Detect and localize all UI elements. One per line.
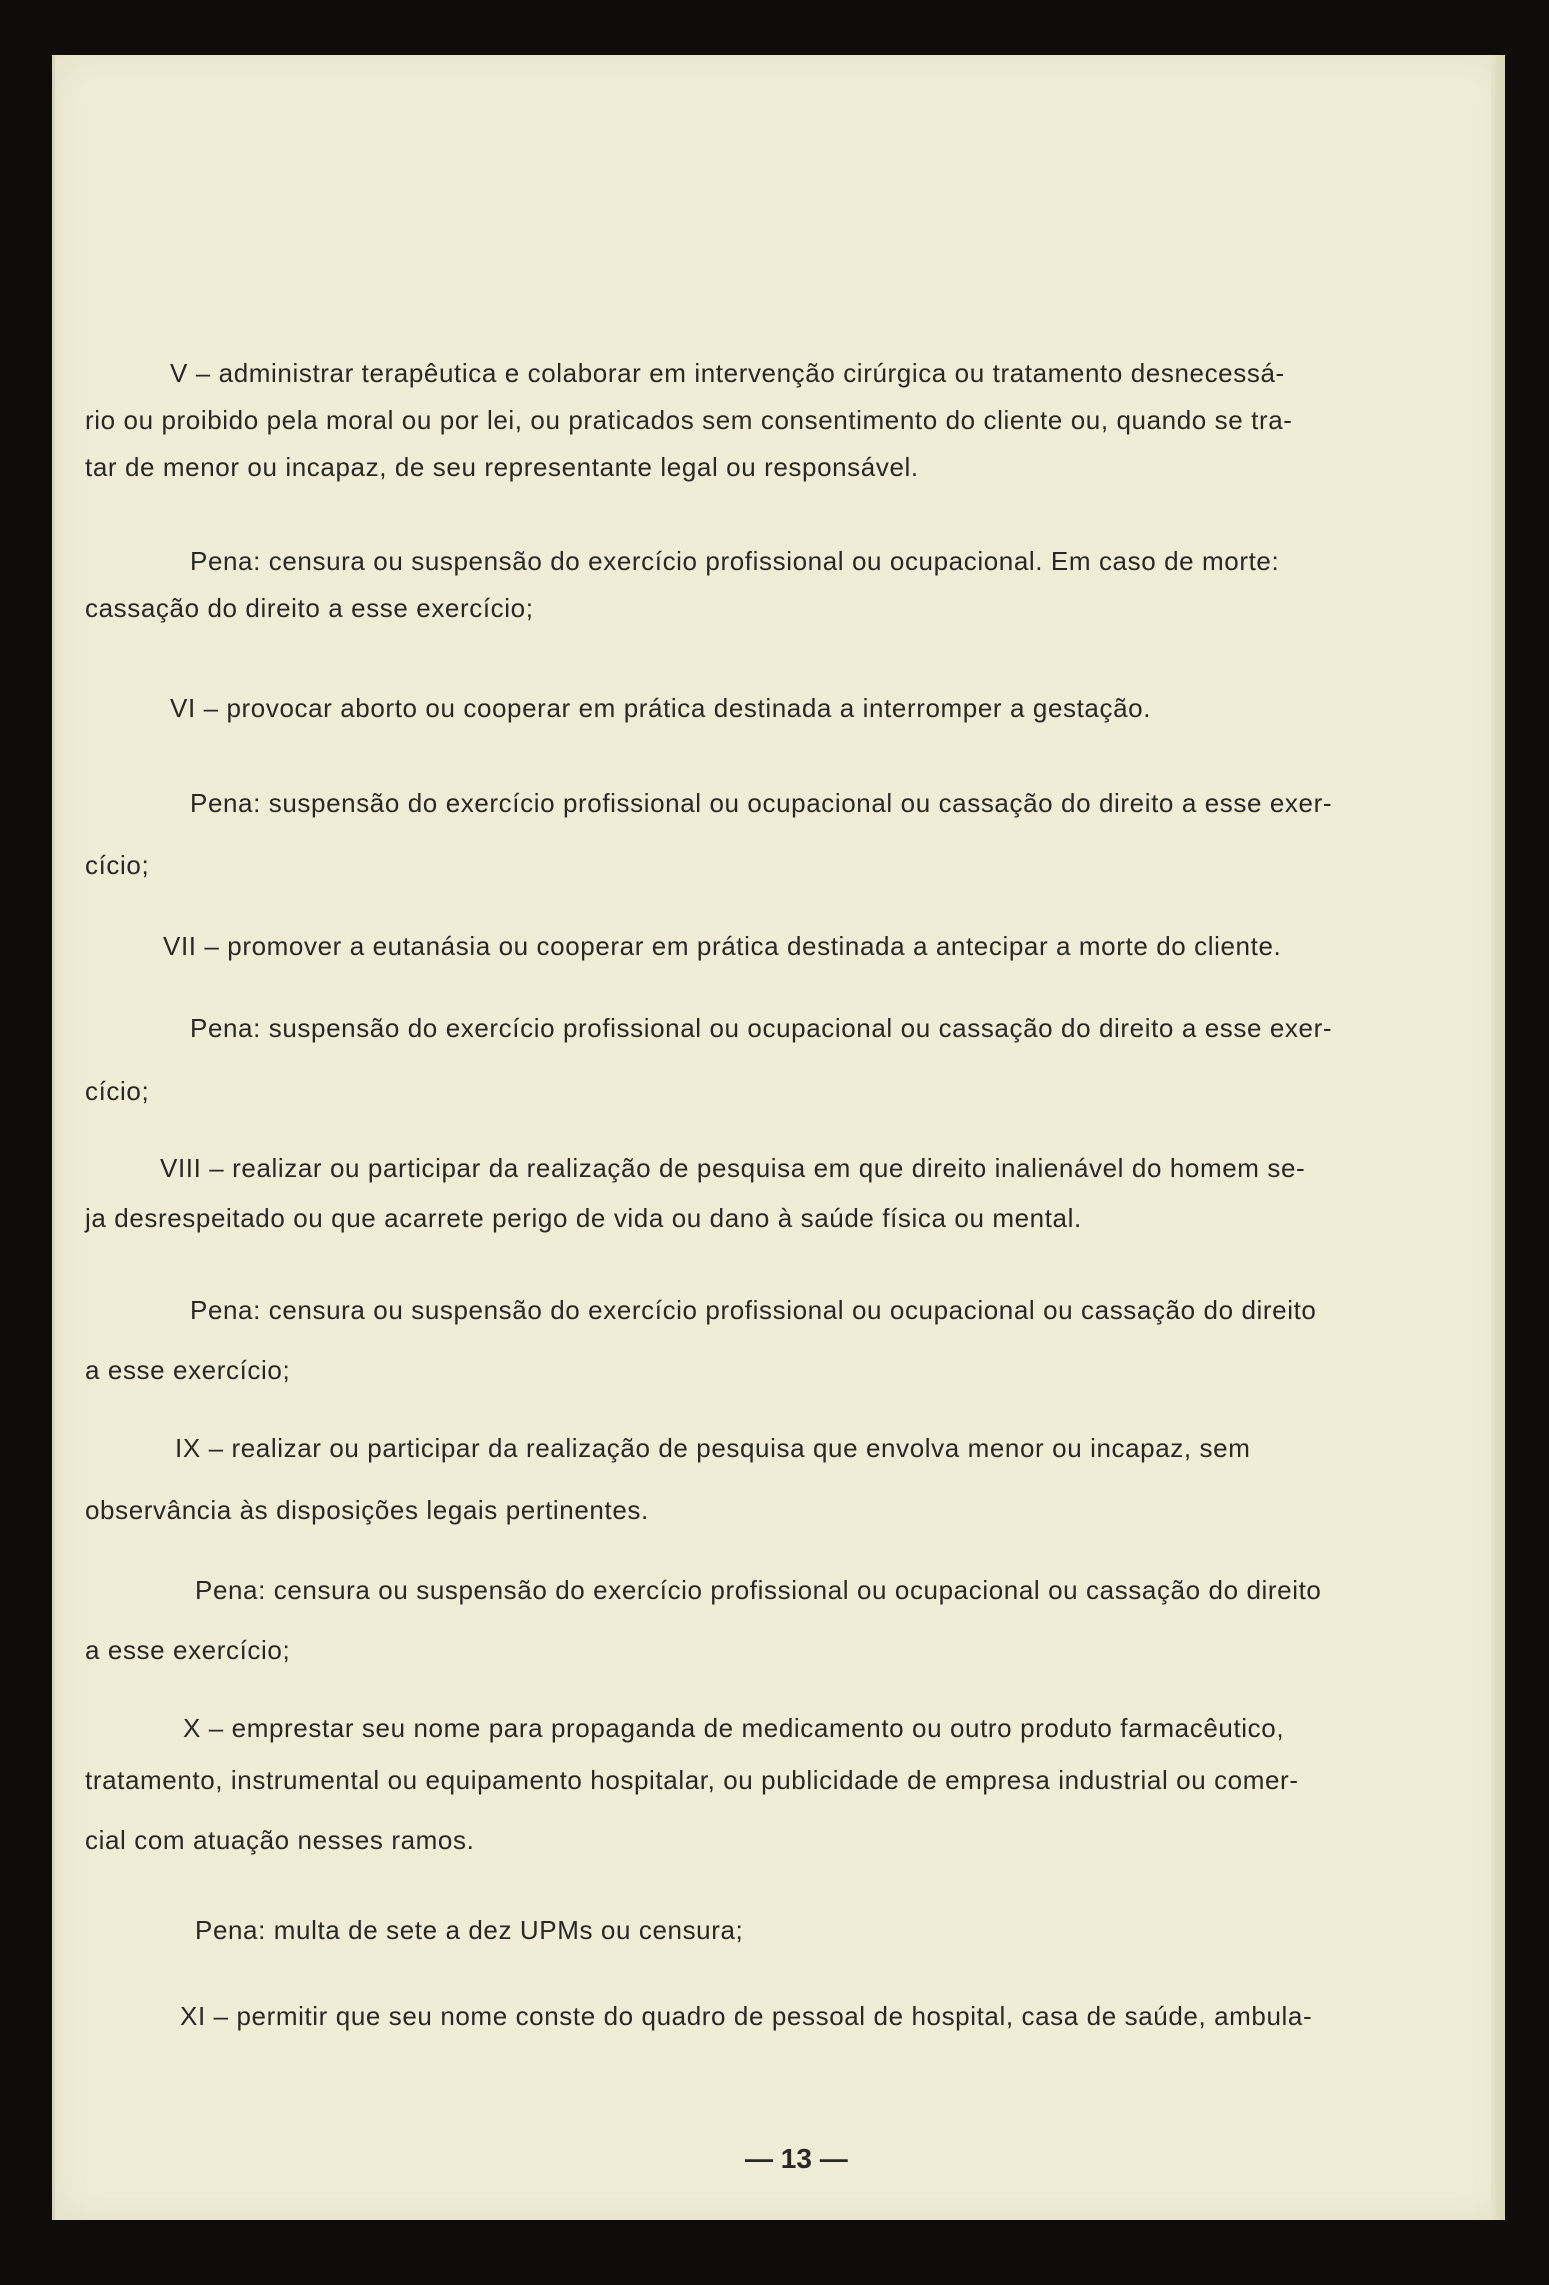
text-line: a esse exercício; [85,1635,291,1665]
text-line: tar de menor ou incapaz, de seu representante legal ou responsável. [85,452,919,482]
page-edge [1491,55,1505,2220]
text-line: Pena: censura ou suspensão do exercício profissional ou ocupacional. Em caso de morte: [190,546,1280,576]
text-line: X – emprestar seu nome para propaganda de medicamento ou outro produto farmacêutico, [183,1713,1285,1743]
text-line: VIII – realizar ou participar da realização de pesquisa em que direito inalienável do homem se- [160,1153,1306,1183]
text-line: Pena: multa de sete a dez UPMs ou censura; [195,1915,744,1945]
text-line: cassação do direito a esse exercício; [85,593,534,623]
text-line: VII – promover a eutanásia ou cooperar em prática destinada a antecipar a morte do cliente. [163,931,1282,961]
text-line: a esse exercício; [85,1355,291,1385]
text-line: observância às disposições legais pertinentes. [85,1495,649,1525]
text-line: IX – realizar ou participar da realização de pesquisa que envolva menor ou incapaz, sem [175,1433,1251,1463]
text-line: cício; [85,850,150,880]
text-line: cício; [85,1076,150,1106]
text-line: rio ou proibido pela moral ou por lei, ou praticados sem consentimento do cliente ou, quando se tra- [85,405,1293,435]
text-line: Pena: censura ou suspensão do exercício profissional ou ocupacional ou cassação do direito [195,1575,1322,1605]
text-line: cial com atuação nesses ramos. [85,1825,475,1855]
text-line: ja desrespeitado ou que acarrete perigo de vida ou dano à saúde física ou mental. [85,1203,1082,1233]
document-page [52,55,1505,2220]
text-line: Pena: censura ou suspensão do exercício profissional ou ocupacional ou cassação do direito [190,1295,1317,1325]
text-line: VI – provocar aborto ou cooperar em prática destinada a interromper a gestação. [170,693,1152,723]
page-number: — 13 — [745,2143,848,2174]
text-line: Pena: suspensão do exercício profissional ou ocupacional ou cassação do direito a esse exer- [190,1013,1333,1043]
text-line: V – administrar terapêutica e colaborar em intervenção cirúrgica ou tratamento desnecessá- [170,358,1285,388]
text-line: Pena: suspensão do exercício profissional ou ocupacional ou cassação do direito a esse exer- [190,788,1333,818]
text-line: tratamento, instrumental ou equipamento hospitalar, ou publicidade de empresa industrial ou comer- [85,1765,1299,1795]
text-line: XI – permitir que seu nome conste do quadro de pessoal de hospital, casa de saúde, ambula- [180,2001,1313,2031]
